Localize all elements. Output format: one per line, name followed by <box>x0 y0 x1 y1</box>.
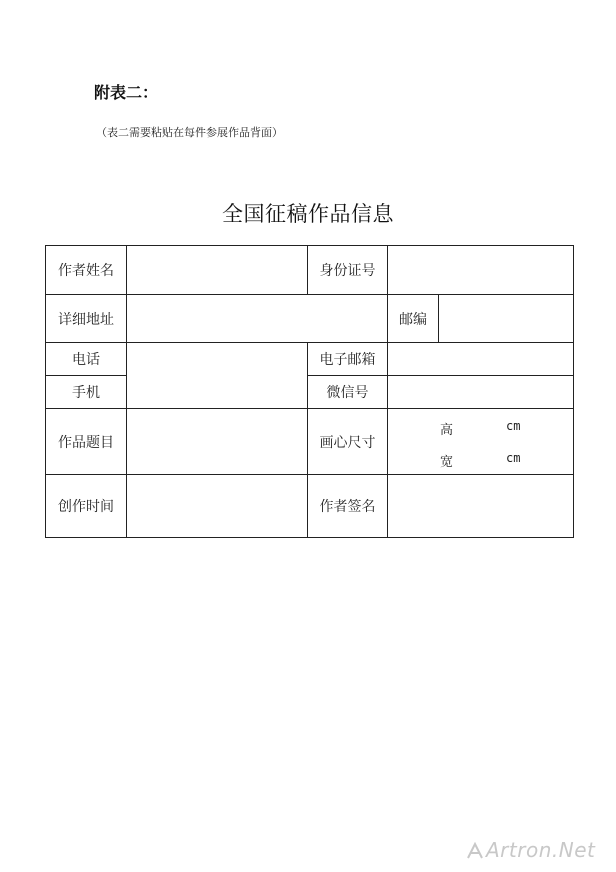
work-title-field[interactable] <box>127 409 308 475</box>
appendix-note: （表二需要粘贴在每件参展作品背面） <box>96 126 283 139</box>
size-width-line <box>440 451 521 470</box>
watermark <box>466 838 595 862</box>
wechat-field[interactable] <box>388 376 574 409</box>
table-row <box>46 475 574 538</box>
postcode-field[interactable] <box>439 295 574 343</box>
email-field[interactable] <box>388 343 574 376</box>
address-field[interactable] <box>127 295 388 343</box>
id-number-field[interactable] <box>388 246 574 295</box>
size-height-unit: cm <box>506 419 521 433</box>
table-row <box>46 343 574 376</box>
email-label: 电子邮箱 <box>308 343 388 376</box>
watermark-text: Artron.Net <box>486 838 596 862</box>
artron-logo-icon <box>466 841 484 859</box>
creation-time-field[interactable] <box>127 475 308 538</box>
work-title-label: 作品题目 <box>46 409 127 475</box>
id-number-label: 身份证号 <box>308 246 388 295</box>
phone-label: 电话 <box>46 343 127 376</box>
size-height-line <box>440 419 521 438</box>
address-label: 详细地址 <box>46 295 127 343</box>
size-height-label: 高 <box>440 423 454 438</box>
creation-time-label: 创作时间 <box>46 475 127 538</box>
author-name-label: 作者姓名 <box>46 246 127 295</box>
wechat-label: 微信号 <box>308 376 388 409</box>
picture-size-label: 画心尺寸 <box>308 409 388 475</box>
form-title: 全国征稿作品信息 <box>222 202 394 226</box>
mobile-label: 手机 <box>46 376 127 409</box>
size-width-label: 宽 <box>440 455 454 470</box>
appendix-title: 附表二： <box>94 83 159 102</box>
author-signature-field[interactable] <box>388 475 574 538</box>
info-form-table <box>45 245 574 538</box>
author-signature-label: 作者签名 <box>308 475 388 538</box>
table-row <box>46 246 574 295</box>
table-row <box>46 295 574 343</box>
size-width-unit: cm <box>506 451 521 465</box>
table-row <box>46 409 574 475</box>
phone-mobile-field[interactable] <box>127 343 308 409</box>
table-row <box>46 376 574 409</box>
postcode-label: 邮编 <box>388 295 439 343</box>
picture-size-field[interactable] <box>388 409 574 475</box>
author-name-field[interactable] <box>127 246 308 295</box>
